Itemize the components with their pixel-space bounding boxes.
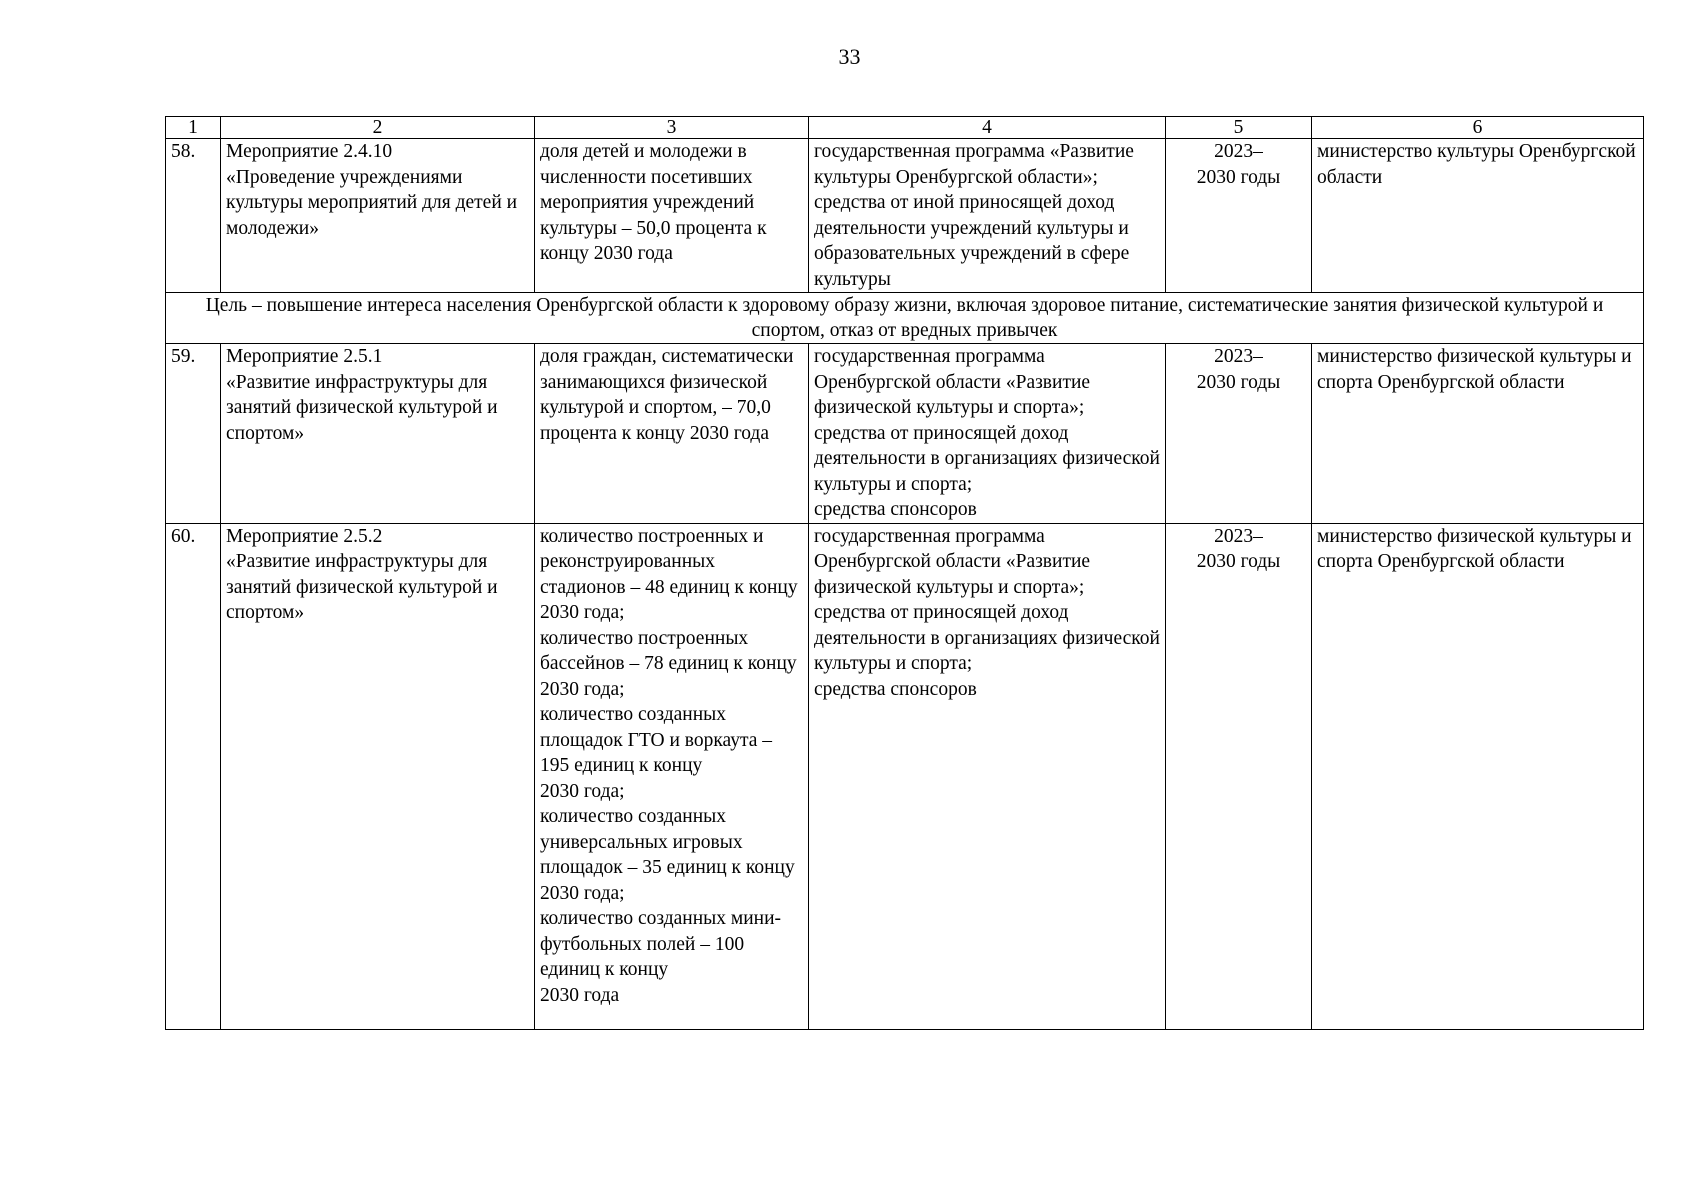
table-row	[166, 139, 1644, 293]
column-number: 3	[535, 117, 809, 139]
measure-cell: Мероприятие 2.5.1 «Развитие инфраструктуры для занятий физической культурой и спортом»	[221, 344, 535, 524]
table-row	[166, 523, 1644, 1029]
measures-table	[165, 116, 1644, 1030]
column-number: 4	[809, 117, 1166, 139]
measure-cell: Мероприятие 2.4.10 «Проведение учреждениями культуры мероприятий для детей и молодежи»	[221, 139, 535, 293]
funding-source-cell: государственная программа «Развитие культуры Оренбургской области»; средства от иной приносящей доход деятельности учреждений культуры и образовательных учреждений в сфере культуры	[809, 139, 1166, 293]
indicator-cell: доля детей и молодежи в численности посетивших мероприятия учреждений культуры – 50,0 процента к концу 2030 года	[535, 139, 809, 293]
executor-cell: министерство физической культуры и спорта Оренбургской области	[1312, 344, 1644, 524]
row-number: 59.	[166, 344, 221, 524]
goal-text: Цель – повышение интереса населения Оренбургской области к здоровому образу жизни, включая здоровое питание, систематические занятия физической культурой и спортом, отказ от вредных привычек	[166, 293, 1644, 344]
table-row	[166, 344, 1644, 524]
funding-source-cell: государственная программа Оренбургской области «Развитие физической культуры и спорта»; средства от приносящей доход деятельности в организациях физической культуры и спорта; средства спонсоров	[809, 523, 1166, 1029]
period-cell: 2023– 2030 годы	[1166, 139, 1312, 293]
indicator-cell: количество построенных и реконструированных стадионов – 48 единиц к концу 2030 года; количество построенных бассейнов – 78 единиц к концу 2030 года; количество созданных площадок ГТО и воркаута – 195 единиц к концу 2030 года; количество созданных универсальных игровых площадок – 35 единиц к концу 2030 года; количество созданных мини-футбольных полей – 100 единиц к концу 2030 года	[535, 523, 809, 1029]
column-number: 1	[166, 117, 221, 139]
indicator-cell: доля граждан, систематически занимающихся физической культурой и спортом, – 70,0 процента к концу 2030 года	[535, 344, 809, 524]
row-number: 60.	[166, 523, 221, 1029]
funding-source-cell: государственная программа Оренбургской области «Развитие физической культуры и спорта»; средства от приносящей доход деятельности в организациях физической культуры и спорта; средства спонсоров	[809, 344, 1166, 524]
column-numbers-row	[166, 117, 1644, 139]
executor-cell: министерство культуры Оренбургской области	[1312, 139, 1644, 293]
measure-cell: Мероприятие 2.5.2 «Развитие инфраструктуры для занятий физической культурой и спортом»	[221, 523, 535, 1029]
row-number: 58.	[166, 139, 221, 293]
column-number: 5	[1166, 117, 1312, 139]
period-cell: 2023– 2030 годы	[1166, 344, 1312, 524]
period-cell: 2023– 2030 годы	[1166, 523, 1312, 1029]
executor-cell: министерство физической культуры и спорта Оренбургской области	[1312, 523, 1644, 1029]
column-number: 2	[221, 117, 535, 139]
column-number: 6	[1312, 117, 1644, 139]
goal-row	[166, 293, 1644, 344]
page-number: 33	[838, 44, 861, 69]
